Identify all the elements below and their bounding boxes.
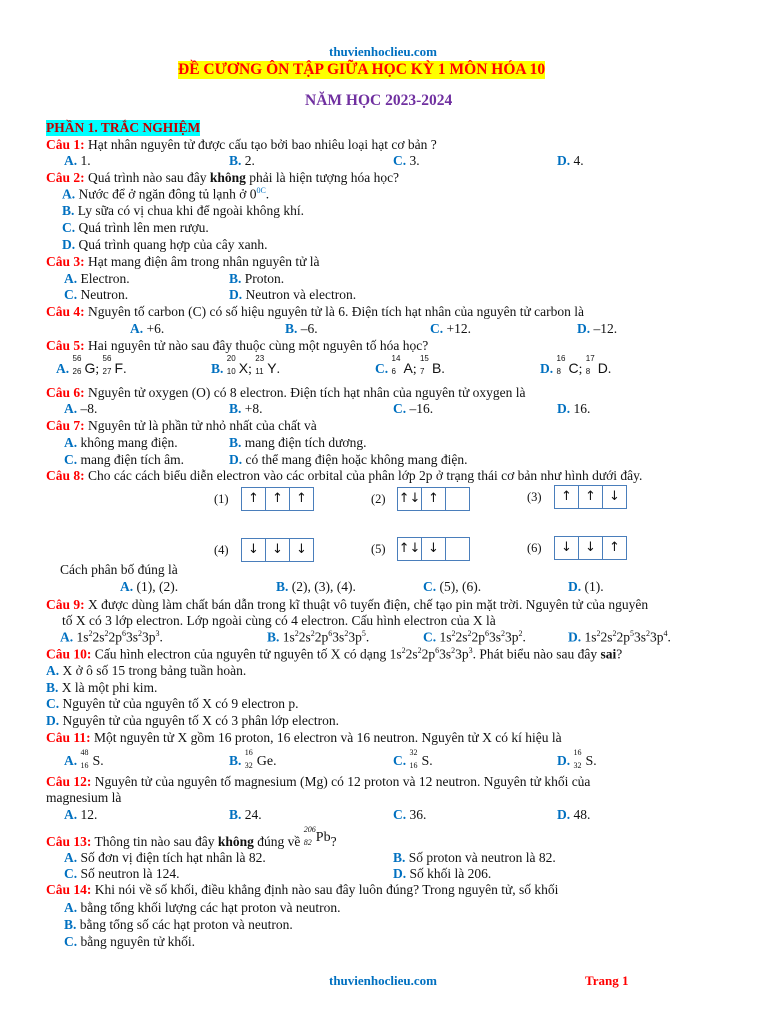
isotope-symbol: 14 6 A [391,354,413,376]
q4-option-a: A. +6. [130,321,165,336]
q3-option-c: C. Neutron. [64,287,129,302]
isotope-symbol: 23 11 Y [255,354,277,376]
header-site: thuvienhoclieu.com [329,44,437,59]
q14-option-c: C. bằng nguyên tử khối. [64,934,196,949]
question-6: Câu 6: Nguyên tử oxygen (O) có 8 electron. Điện tích hạt nhân của nguyên tử oxygen là [46,385,526,400]
footer-site: thuvienhoclieu.com [329,973,437,988]
q5-option-c: C. 14 6 A; 15 7 B. [375,354,445,376]
q13-option-d: D. Số khối là 206. [393,866,492,881]
q9-option-d: D. $1s^22s^22p^53s^23p^4$. [568,629,671,645]
q2-option-b: B. Ly sữa có vị chua khi để ngoài không khí. [62,203,305,218]
orbital-diagram-1: ↑ ↑ ↑ [241,487,314,511]
q6-option-d: D. 16. [557,401,591,416]
orbital-label-2: (2) [371,492,386,506]
q2-option-a: A. Nước để ở ngăn đông tủ lạnh ở $0^{0C}$. [62,186,270,202]
orbital-diagram-3: ↑ ↑ ↓ [554,485,627,509]
question-9-cont: tố X có 3 lớp electron. Lớp ngoài cùng có 4 electron. Cấu hình electron của X là [62,613,496,628]
q3-option-d: D. Neutron và electron. [229,287,357,302]
orbital-label-3: (3) [527,490,542,504]
question-7: Câu 7: Nguyên tử là phần tử nhỏ nhất của chất và [46,418,317,433]
q8-option-c: C. (5), (6). [423,579,482,594]
q9-option-b: B. $1s^22s^22p^63s^23p^5$. [267,629,370,645]
isotope-symbol: 15 7 B [419,354,442,376]
q5-option-a: A. 56 26 G; 56 27 F. [56,354,127,376]
q7-option-b: B. mang điện tích dương. [229,435,367,450]
q4-option-d: D. –12. [577,321,618,336]
q7-option-d: D. có thể mang điện hoặc không mang điện. [229,452,468,467]
q1-option-a: A. 1. [64,153,91,168]
orbital-label-6: (6) [527,541,542,555]
orbital-label-4: (4) [214,543,229,557]
isotope-symbol: 16 32 Ge [244,748,274,770]
q11-option-c: C. 32 16 S. [393,748,433,770]
q7-option-a: A. không mang điện. [64,435,178,450]
q3-option-a: A. Electron. [64,271,130,286]
question-12-cont: magnesium là [46,790,122,805]
q13-option-a: A. Số đơn vị điện tích hạt nhân là 82. [64,850,266,865]
q9-option-a: A. $1s^22s^22p^63s^23p^3$. [60,629,163,645]
q14-option-b: B. bằng tổng số các hạt proton và neutron. [64,917,293,932]
q4-option-c: C. +12. [430,321,471,336]
section-heading: PHẦN 1. TRẮC NGHIỆM [46,120,201,135]
q12-option-a: A. 12. [64,807,98,822]
isotope-symbol: 32 16 S [409,748,430,770]
q12-option-c: C. 36. [393,807,427,822]
q10-option-b: B. X là một phi kim. [46,680,158,695]
isotope-symbol: 17 8 D [585,354,608,376]
q10-option-a: A. X ở ô số 15 trong bảng tuần hoàn. [46,663,247,678]
q1-option-b: B. 2. [229,153,255,168]
q9-option-c: C. $1s^22s^22p^63s^23p^2$. [423,629,526,645]
isotope-symbol: 56 26 G [72,354,96,376]
question-2: Câu 2: Quá trình nào sau đây không phải là hiện tượng hóa học? [46,170,400,185]
question-9: Câu 9: X được dùng làm chất bán dẫn trong kĩ thuật vô tuyến điện, chế tạo pin mặt trời. Nguyên tử của nguyên [46,597,649,612]
question-13: Câu 13: Thông tin nào sau đây không đúng về 206 82 Pb? [46,825,337,849]
orbital-diagram-5: ↑↓ ↓ [397,537,470,561]
q2-option-d: D. Quá trình quang hợp của cây xanh. [62,237,268,252]
q2-option-c: C. Quá trình lên men rượu. [62,220,209,235]
question-1: Câu 1: Hạt nhân nguyên tử được cấu tạo bởi bao nhiêu loại hạt cơ bản ? [46,137,437,152]
isotope-symbol: 48 16 S [80,748,101,770]
question-5: Câu 5: Hai nguyên tử nào sau đây thuộc cùng một nguyên tố hóa học? [46,338,429,353]
q8-option-a: A. (1), (2). [120,579,179,594]
q10-option-c: C. Nguyên tử của nguyên tố X có 9 electron p. [46,696,299,711]
q1-option-d: D. 4. [557,153,584,168]
isotope-symbol: 16 32 S [573,748,594,770]
q4-option-b: B. –6. [285,321,318,336]
q8-prompt: Cách phân bố đúng là [60,562,178,577]
orbital-diagram-2: ↑↓ ↑ [397,487,470,511]
orbital-diagram-6: ↓ ↓ ↑ [554,536,627,560]
q12-option-d: D. 48. [557,807,591,822]
q11-option-d: D. 16 32 S. [557,748,597,770]
question-12: Câu 12: Nguyên tử của nguyên tố magnesium (Mg) có 12 proton và 12 neutron. Nguyên tử khối của [46,774,591,789]
q3-option-b: B. Proton. [229,271,285,286]
q5-option-d: D. 16 8 C; 17 8 D. [540,354,612,376]
q12-option-b: B. 24. [229,807,262,822]
isotope-symbol: 56 27 F [102,354,124,376]
q10-option-d: D. Nguyên tử của nguyên tố X có 3 phân lớp electron. [46,713,340,728]
q8-option-d: D. (1). [568,579,604,594]
q11-option-a: A. 48 16 S. [64,748,104,770]
orbital-label-1: (1) [214,492,229,506]
school-year: NĂM HỌC 2023-2024 [305,92,453,109]
q1-option-c: C. 3. [393,153,420,168]
isotope-symbol: 20 10 X [226,354,249,376]
question-10: Câu 10: Cấu hình electron của nguyên tử nguyên tố X có dạng $1s^22s^22p^63s^23p^3$. Phát biểu nào sau đây sai? [46,646,623,662]
q14-option-a: A. bằng tổng khối lượng các hạt proton và neutron. [64,900,341,915]
document-title: ĐỀ CƯƠNG ÔN TẬP GIỮA HỌC KỲ 1 MÔN HÓA 10 [178,61,546,78]
q6-option-c: C. –16. [393,401,434,416]
q7-option-c: C. mang điện tích âm. [64,452,184,467]
q13-option-c: C. Số neutron là 124. [64,866,180,881]
question-11: Câu 11: Một nguyên tử X gồm 16 proton, 16 electron và 16 neutron. Nguyên tử X có kí hiệu là [46,730,562,745]
question-3: Câu 3: Hạt mang điện âm trong nhân nguyên tử là [46,254,320,269]
orbital-diagram-4: ↓ ↓ ↓ [241,538,314,562]
question-8: Câu 8: Cho các cách biểu diễn electron vào các orbital của phân lớp 2p ở trạng thái cơ bản như hình dưới đây. [46,468,643,483]
q6-option-b: B. +8. [229,401,263,416]
q6-option-a: A. –8. [64,401,98,416]
orbital-label-5: (5) [371,542,386,556]
question-4: Câu 4: Nguyên tố carbon (C) có số hiệu nguyên tử là 6. Điện tích hạt nhân của nguyên tử carbon là [46,304,585,319]
isotope-symbol: 16 8 C [556,354,579,376]
q11-option-b: B. 16 32 Ge. [229,748,277,770]
q8-option-b: B. (2), (3), (4). [276,579,356,594]
isotope-symbol: 206 82 Pb [303,825,331,847]
q13-option-b: B. Số proton và neutron là 82. [393,850,556,865]
question-14: Câu 14: Khi nói về số khối, điều khẳng định nào sau đây luôn đúng? Trong nguyên tử, số khối [46,882,559,897]
q5-option-b: B. 20 10 X; 23 11 Y. [211,354,280,376]
page-number: Trang 1 [585,973,629,988]
